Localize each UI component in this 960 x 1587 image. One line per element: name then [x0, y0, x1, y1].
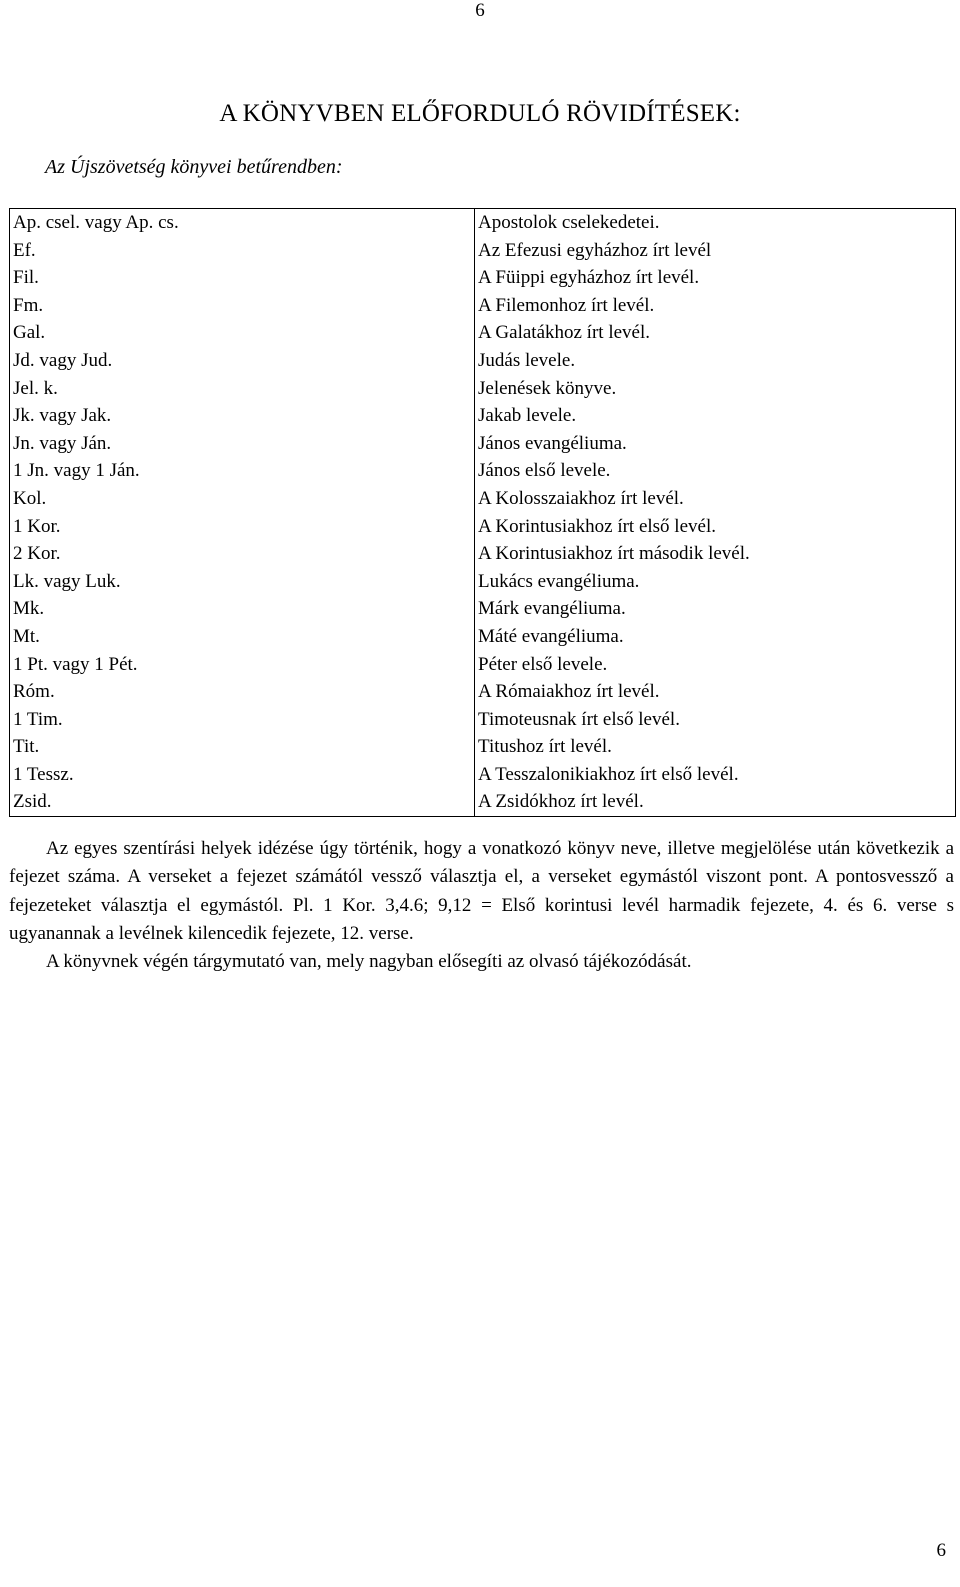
page-number-bottom: 6 [936, 1540, 946, 1561]
abbreviation-item: Fil. [13, 267, 39, 289]
meaning-item: Judás levele. [478, 349, 576, 371]
meaning-item: János evangéliuma. [478, 432, 627, 454]
meaning-item: Péter első levele. [478, 653, 608, 675]
page-title: A KÖNYVBEN ELŐFORDULÓ RÖVIDÍTÉSEK: [219, 100, 741, 127]
abbreviation-item: Lk. vagy Luk. [13, 570, 121, 592]
abbreviation-item: Róm. [13, 681, 55, 703]
abbreviation-item: Jd. vagy Jud. [13, 349, 113, 371]
abbreviation-item: 1 Tessz. [13, 763, 74, 785]
abbreviation-item: Jn. vagy Ján. [13, 432, 112, 454]
abbreviation-item: Fm. [13, 294, 44, 316]
table-row [10, 209, 956, 817]
page-number-top: 6 [475, 0, 485, 21]
meaning-item: Timoteusnak írt első levél. [478, 708, 680, 730]
abbreviations-table [9, 208, 956, 817]
abbreviation-item: Jk. vagy Jak. [13, 405, 112, 427]
meaning-item: Apostolok cselekedetei. [478, 212, 660, 233]
abbreviation-item: Ef. [13, 239, 36, 261]
abbreviation-item: 1 Pt. vagy 1 Pét. [13, 653, 138, 675]
explanation-text [9, 835, 954, 976]
meaning-item: János első levele. [478, 460, 611, 482]
meaning-item: Jakab levele. [478, 405, 577, 427]
abbreviation-item: Mt. [13, 625, 40, 647]
abbreviation-item: Tit. [13, 736, 40, 758]
meaning-item: A Zsidókhoz írt levél. [478, 791, 644, 813]
meaning-item: Márk evangéliuma. [478, 598, 626, 620]
citation-paragraph: Az egyes szentírási helyek idézése úgy történik, hogy a vonatkozó könyv neve, illetve megjelölése után következik a fejezet száma. A verseket a fejezet számától vessző választja el, a verseket egymástól viszont pont. A pontosvessző a fejezeteket választja el egymástól. Pl. 1 Kor. 3,4.6; 9,12 = Első korintusi levél harmadik fejezete, 4. és 6. verse s ugyanannak a levélnek kilencedik fejezete, 12. verse. [9, 838, 954, 944]
abbreviation-item: 1 Tim. [13, 708, 63, 730]
abbreviation-item: Zsid. [13, 791, 52, 813]
abbreviation-column [10, 209, 475, 817]
meaning-item: A Rómaiakhoz írt levél. [478, 681, 660, 703]
meaning-item: A Füippi egyházhoz írt levél. [478, 267, 700, 289]
meaning-item: A Tesszalonikiakhoz írt első levél. [478, 763, 739, 785]
abbreviation-item: Ap. csel. vagy Ap. cs. [13, 212, 179, 233]
abbreviation-item: 1 Jn. vagy 1 Ján. [13, 460, 140, 482]
abbreviation-item: 1 Kor. [13, 515, 61, 537]
abbreviation-item: Kol. [13, 487, 47, 509]
section-subtitle: Az Újszövetség könyvei betűrendben: [45, 156, 343, 178]
meaning-item: Lukács evangéliuma. [478, 570, 640, 592]
meaning-item: A Korintusiakhoz írt második levél. [478, 543, 750, 565]
abbreviation-item: Gal. [13, 322, 46, 344]
meaning-item: A Filemonhoz írt levél. [478, 294, 655, 316]
meaning-column [475, 209, 956, 817]
abbreviation-item: Jel. k. [13, 377, 58, 399]
abbreviation-item: Mk. [13, 598, 45, 620]
meaning-item: Titushoz írt levél. [478, 736, 612, 758]
index-paragraph: A könyvnek végén tárgymutató van, mely nagyban elősegíti az olvasó tájékozódását. [46, 951, 692, 973]
meaning-item: Máté evangéliuma. [478, 625, 624, 647]
abbreviation-item: 2 Kor. [13, 543, 61, 565]
meaning-item: A Kolosszaiakhoz írt levél. [478, 487, 684, 509]
meaning-item: Jelenések könyve. [478, 377, 617, 399]
meaning-item: A Galatákhoz írt levél. [478, 322, 650, 344]
meaning-item: Az Efezusi egyházhoz írt levél [478, 239, 712, 261]
meaning-item: A Korintusiakhoz írt első levél. [478, 515, 716, 537]
